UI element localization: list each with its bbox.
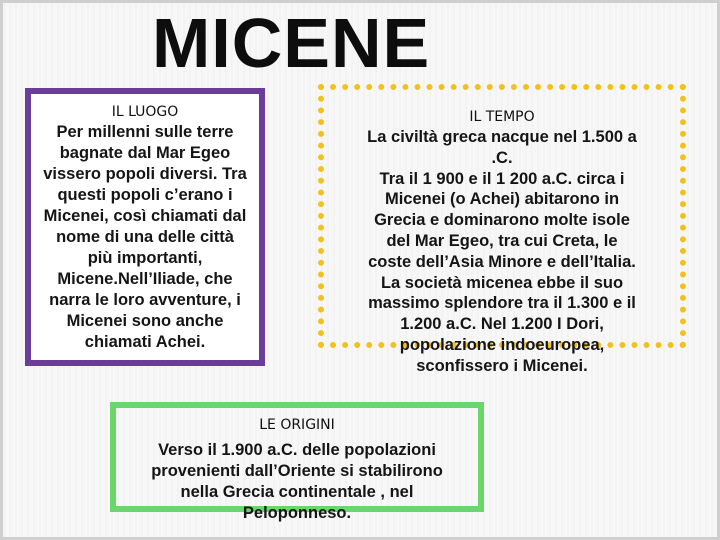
luogo-label: IL LUOGO [111,104,179,120]
luogo-box [25,88,265,366]
origini-box [110,402,484,522]
origini-text: Verso il 1.900 a.C. delle popolazioni provenienti dall’Oriente si stabilirono nella Grecia continentale , nel Peloponneso. [151,441,443,522]
tempo-label: IL TEMPO [469,109,535,125]
tempo-box [318,84,686,375]
luogo-text: Per millenni sulle terre bagnate dal Mar Egeo vissero popoli diversi. Tra questi popoli c’erano i Micenei, così chiamati dal nome di una delle città più importanti, Micene.Nell’Iliade, che narra le loro avventure, i Micenei sono anche chiamati Achei. [43,123,247,351]
origini-label: LE ORIGINI [259,417,335,433]
slide-title: MICENE [152,4,431,82]
tempo-text: La civiltà greca nacque nel 1.500 a .C. Tra il 1 900 e il 1 200 a.C. circa i Micenei (o Achei) abitarono in Grecia e dominarono molte isole del Mar Egeo, tra cui Creta, le coste dell’Asia Minore e dell’Italia. La società micenea ebbe il suo massimo splendore tra il 1.300 e il 1.200 a.C. Nel 1.200 I Dori, popolazione indoeuropea, sconfissero i Micenei. [367,128,637,375]
